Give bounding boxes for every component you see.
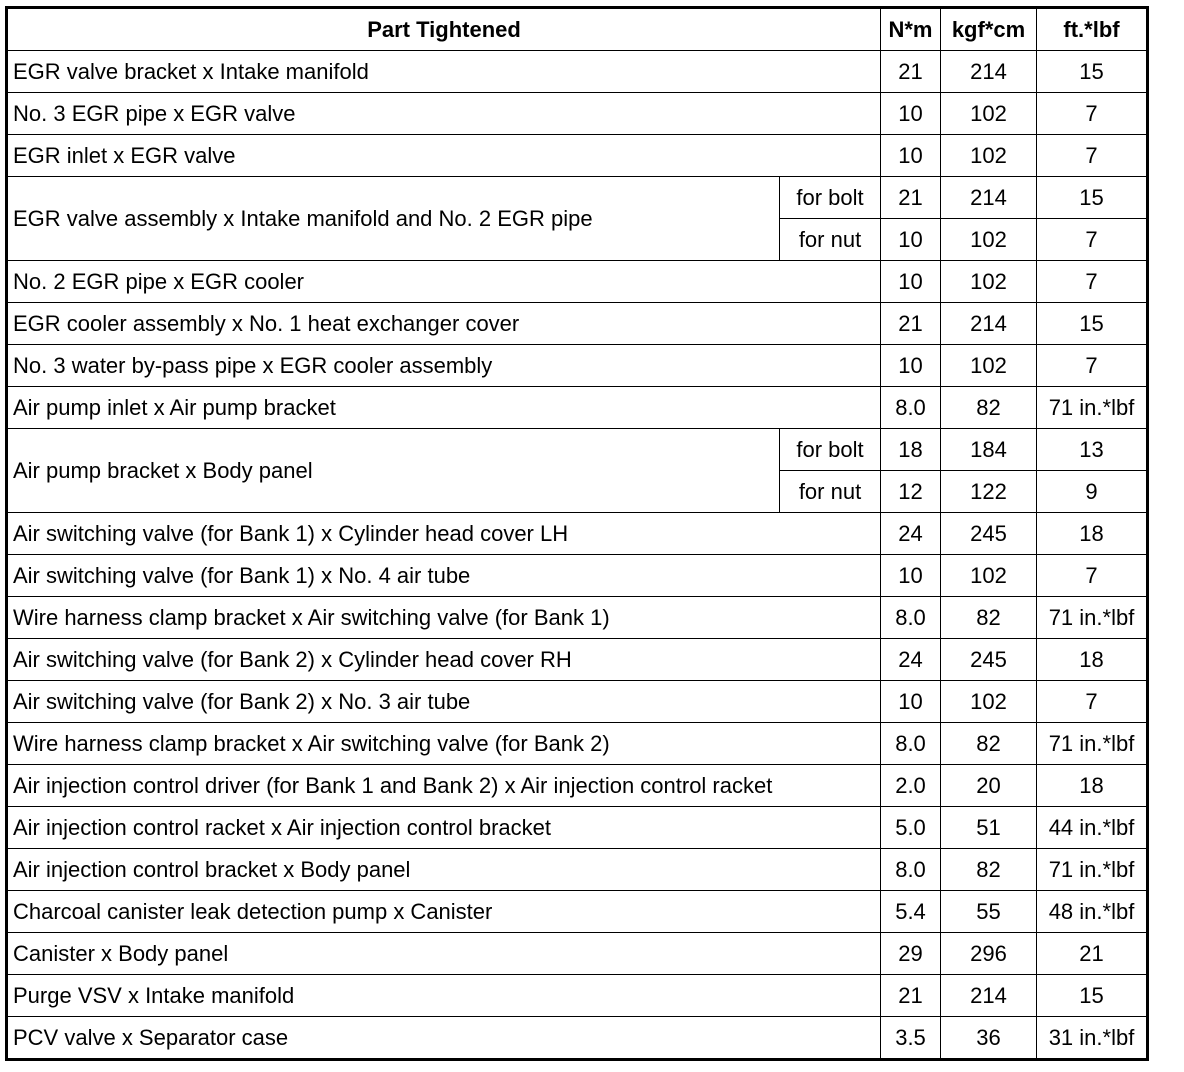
part-name-cell: Wire harness clamp bracket x Air switching valve (for Bank 1) — [7, 597, 881, 639]
torque-nm-cell: 3.5 — [881, 1017, 941, 1060]
torque-kgfcm-cell: 82 — [941, 387, 1037, 429]
header-row — [7, 8, 1148, 51]
torque-kgfcm-cell: 36 — [941, 1017, 1037, 1060]
torque-kgfcm-cell: 102 — [941, 135, 1037, 177]
torque-kgfcm-cell: 184 — [941, 429, 1037, 471]
table-row — [7, 681, 1148, 723]
torque-nm-cell: 24 — [881, 513, 941, 555]
table-row — [7, 429, 1148, 471]
torque-nm-cell: 24 — [881, 639, 941, 681]
header-nm: N*m — [881, 8, 941, 51]
torque-ftlbf-cell: 15 — [1037, 303, 1148, 345]
torque-kgfcm-cell: 102 — [941, 681, 1037, 723]
torque-nm-cell: 5.4 — [881, 891, 941, 933]
part-name-cell: No. 2 EGR pipe x EGR cooler — [7, 261, 881, 303]
torque-kgfcm-cell: 82 — [941, 723, 1037, 765]
torque-ftlbf-cell: 71 in.*lbf — [1037, 597, 1148, 639]
header-kgfcm: kgf*cm — [941, 8, 1037, 51]
part-name-cell: EGR valve assembly x Intake manifold and No. 2 EGR pipe — [7, 177, 780, 261]
torque-nm-cell: 12 — [881, 471, 941, 513]
torque-nm-cell: 10 — [881, 345, 941, 387]
table-row — [7, 177, 1148, 219]
table-row — [7, 93, 1148, 135]
torque-nm-cell: 8.0 — [881, 849, 941, 891]
torque-ftlbf-cell: 15 — [1037, 177, 1148, 219]
torque-nm-cell: 8.0 — [881, 387, 941, 429]
table-row — [7, 597, 1148, 639]
table-row — [7, 261, 1148, 303]
torque-ftlbf-cell: 18 — [1037, 639, 1148, 681]
torque-kgfcm-cell: 82 — [941, 597, 1037, 639]
torque-nm-cell: 10 — [881, 93, 941, 135]
part-name-cell: Air switching valve (for Bank 2) x No. 3 air tube — [7, 681, 881, 723]
part-name-cell: Wire harness clamp bracket x Air switching valve (for Bank 2) — [7, 723, 881, 765]
torque-kgfcm-cell: 214 — [941, 303, 1037, 345]
torque-ftlbf-cell: 7 — [1037, 345, 1148, 387]
torque-nm-cell: 10 — [881, 681, 941, 723]
torque-ftlbf-cell: 31 in.*lbf — [1037, 1017, 1148, 1060]
torque-ftlbf-cell: 71 in.*lbf — [1037, 723, 1148, 765]
torque-ftlbf-cell: 18 — [1037, 513, 1148, 555]
part-name-cell: PCV valve x Separator case — [7, 1017, 881, 1060]
torque-nm-cell: 8.0 — [881, 597, 941, 639]
table-row — [7, 891, 1148, 933]
torque-ftlbf-cell: 7 — [1037, 261, 1148, 303]
table-row — [7, 1017, 1148, 1060]
torque-nm-cell: 29 — [881, 933, 941, 975]
torque-kgfcm-cell: 20 — [941, 765, 1037, 807]
torque-nm-cell: 18 — [881, 429, 941, 471]
fastener-type-cell: for nut — [780, 471, 881, 513]
torque-nm-cell: 10 — [881, 261, 941, 303]
torque-kgfcm-cell: 51 — [941, 807, 1037, 849]
torque-nm-cell: 21 — [881, 51, 941, 93]
torque-kgfcm-cell: 102 — [941, 93, 1037, 135]
table-row — [7, 51, 1148, 93]
torque-ftlbf-cell: 21 — [1037, 933, 1148, 975]
fastener-type-cell: for bolt — [780, 429, 881, 471]
torque-kgfcm-cell: 245 — [941, 639, 1037, 681]
torque-ftlbf-cell: 7 — [1037, 93, 1148, 135]
part-name-cell: EGR inlet x EGR valve — [7, 135, 881, 177]
part-name-cell: Canister x Body panel — [7, 933, 881, 975]
torque-ftlbf-cell: 7 — [1037, 135, 1148, 177]
torque-nm-cell: 21 — [881, 975, 941, 1017]
torque-kgfcm-cell: 82 — [941, 849, 1037, 891]
torque-kgfcm-cell: 102 — [941, 261, 1037, 303]
torque-ftlbf-cell: 71 in.*lbf — [1037, 387, 1148, 429]
torque-nm-cell: 10 — [881, 135, 941, 177]
torque-kgfcm-cell: 55 — [941, 891, 1037, 933]
table-row — [7, 639, 1148, 681]
table-row — [7, 135, 1148, 177]
part-name-cell: Air injection control bracket x Body panel — [7, 849, 881, 891]
torque-nm-cell: 21 — [881, 177, 941, 219]
torque-ftlbf-cell: 7 — [1037, 555, 1148, 597]
torque-kgfcm-cell: 214 — [941, 177, 1037, 219]
torque-nm-cell: 10 — [881, 555, 941, 597]
torque-kgfcm-cell: 122 — [941, 471, 1037, 513]
table-row — [7, 387, 1148, 429]
part-name-cell: EGR valve bracket x Intake manifold — [7, 51, 881, 93]
part-name-cell: Purge VSV x Intake manifold — [7, 975, 881, 1017]
part-name-cell: Air injection control driver (for Bank 1 and Bank 2) x Air injection control racket — [7, 765, 881, 807]
part-name-cell: Air switching valve (for Bank 2) x Cylinder head cover RH — [7, 639, 881, 681]
part-name-cell: Air pump inlet x Air pump bracket — [7, 387, 881, 429]
part-name-cell: Charcoal canister leak detection pump x Canister — [7, 891, 881, 933]
part-name-cell: EGR cooler assembly x No. 1 heat exchanger cover — [7, 303, 881, 345]
torque-ftlbf-cell: 44 in.*lbf — [1037, 807, 1148, 849]
part-name-cell: No. 3 water by-pass pipe x EGR cooler assembly — [7, 345, 881, 387]
table-row — [7, 723, 1148, 765]
torque-kgfcm-cell: 102 — [941, 219, 1037, 261]
part-name-cell: No. 3 EGR pipe x EGR valve — [7, 93, 881, 135]
table-row — [7, 303, 1148, 345]
torque-ftlbf-cell: 48 in.*lbf — [1037, 891, 1148, 933]
torque-ftlbf-cell: 71 in.*lbf — [1037, 849, 1148, 891]
fastener-type-cell: for bolt — [780, 177, 881, 219]
torque-kgfcm-cell: 245 — [941, 513, 1037, 555]
table-row — [7, 975, 1148, 1017]
part-name-cell: Air pump bracket x Body panel — [7, 429, 780, 513]
torque-nm-cell: 2.0 — [881, 765, 941, 807]
torque-nm-cell: 21 — [881, 303, 941, 345]
torque-ftlbf-cell: 18 — [1037, 765, 1148, 807]
torque-kgfcm-cell: 214 — [941, 51, 1037, 93]
torque-ftlbf-cell: 7 — [1037, 219, 1148, 261]
table-row — [7, 345, 1148, 387]
table-row — [7, 849, 1148, 891]
torque-kgfcm-cell: 102 — [941, 555, 1037, 597]
torque-ftlbf-cell: 7 — [1037, 681, 1148, 723]
part-name-cell: Air injection control racket x Air injection control bracket — [7, 807, 881, 849]
torque-nm-cell: 10 — [881, 219, 941, 261]
torque-kgfcm-cell: 214 — [941, 975, 1037, 1017]
table-row — [7, 555, 1148, 597]
torque-nm-cell: 5.0 — [881, 807, 941, 849]
torque-ftlbf-cell: 15 — [1037, 51, 1148, 93]
part-name-cell: Air switching valve (for Bank 1) x Cylinder head cover LH — [7, 513, 881, 555]
torque-kgfcm-cell: 296 — [941, 933, 1037, 975]
torque-spec-table — [5, 6, 1149, 1061]
table-row — [7, 765, 1148, 807]
table-row — [7, 933, 1148, 975]
table-body — [7, 51, 1148, 1060]
header-part-tightened: Part Tightened — [7, 8, 881, 51]
torque-nm-cell: 8.0 — [881, 723, 941, 765]
table-row — [7, 807, 1148, 849]
header-ftlbf: ft.*lbf — [1037, 8, 1148, 51]
table-row — [7, 513, 1148, 555]
torque-ftlbf-cell: 15 — [1037, 975, 1148, 1017]
fastener-type-cell: for nut — [780, 219, 881, 261]
part-name-cell: Air switching valve (for Bank 1) x No. 4 air tube — [7, 555, 881, 597]
torque-ftlbf-cell: 9 — [1037, 471, 1148, 513]
torque-kgfcm-cell: 102 — [941, 345, 1037, 387]
torque-ftlbf-cell: 13 — [1037, 429, 1148, 471]
